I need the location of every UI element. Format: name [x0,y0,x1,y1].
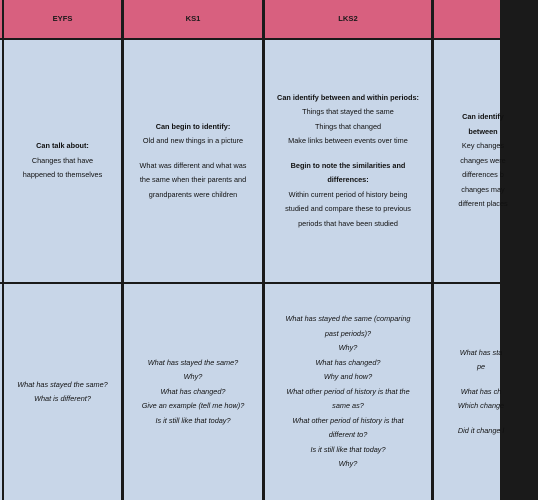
ks1-question: Is it still like that today? [155,415,231,425]
ks1-question: What has stayed the same? [147,357,239,367]
eyfs-skills-line: Changes that have [31,155,94,165]
lks2-skills-title: Can identify between and within periods: [277,92,419,102]
uks2-skills-title: between [468,126,498,136]
uks2-skills-line: Key changes [461,141,505,151]
lks2-question: Why and how? [323,372,373,382]
uks2-question: What has sta [459,347,503,357]
uks2-skills-line: changes were [460,155,506,165]
ks1-question: Why? [183,372,203,382]
eyfs-question: What is different? [34,394,91,403]
uks2-question: Which change [457,401,505,411]
lks2-skills-subtitle: differences: [327,175,369,185]
uks2-questions-cell [434,284,505,500]
lks2-question: What other period of history is that [292,415,404,425]
header-lks2 [265,0,431,38]
lks2-skills-line: Make links between events over time [288,136,408,146]
uks2-question: What has ch [460,386,502,396]
eyfs-skills-line: happened to themselves [22,170,103,180]
ks1-question: Give an example (tell me how)? [141,401,245,411]
lks2-skills-line: Things that stayed the same [302,107,394,117]
lks2-question: Why? [338,343,358,353]
eyfs-skills-cell [4,40,121,282]
lks2-skills-line: Within current period of history being [288,189,408,199]
lks2-question: different to? [328,430,368,440]
lks2-skills-subtitle: Begin to note the similarities and [290,160,406,170]
uks2-skills-line: changes may [461,184,505,194]
lks2-question: What other period of history is that the [286,386,410,396]
ks1-skills-line: the same when their parents and [139,175,247,185]
ks1-skills-title: Can begin to identify: [155,121,231,131]
ks1-skills-line: grandparents were children [148,189,238,199]
lks2-question: same as? [332,401,364,411]
row1-left-edge [0,40,2,282]
header-ks1 [124,0,262,38]
lks2-skills-line: Things that changed [314,121,382,131]
uks2-skills-title: Can identify [462,112,504,122]
ks1-questions-cell [124,284,262,500]
header-left-edge [0,0,2,38]
ks1-skills-line: Old and new things in a picture [142,136,244,146]
uks2-question: pe [476,362,486,372]
header-eyfs [4,0,121,38]
ks1-question: What has changed? [160,386,226,396]
eyfs-skills-title: Can talk about: [36,141,89,151]
header-lks2-label: LKS2 [338,13,358,23]
lks2-skills-cell [265,40,431,282]
eyfs-question: What has stayed the same? [17,379,108,389]
uks2-skills-line: different places [458,199,508,209]
row2-left-edge [0,284,2,500]
uks2-question: Did it change l [457,425,505,435]
uks2-skills-line: differences b [462,170,504,180]
lks2-question: What has changed? [315,357,381,367]
lks2-skills-line: periods that have been studied [298,218,398,228]
lks2-questions-cell [265,284,431,500]
header-uks2 [434,0,500,38]
lks2-question: Why? [338,459,358,469]
lks2-question: Is it still like that today? [310,444,386,454]
header-ks1-label: KS1 [185,13,201,23]
lks2-question: What has stayed the same (comparing [285,314,411,324]
lks2-skills-line: studied and compare these to previous [285,204,411,214]
uks2-skills-cell [434,40,508,282]
header-eyfs-label: EYFS [52,13,73,23]
lks2-question: past periods)? [324,328,372,338]
eyfs-questions-cell [4,284,121,500]
ks1-skills-line: What was different and what was [139,160,247,170]
ks1-skills-cell [124,40,262,282]
